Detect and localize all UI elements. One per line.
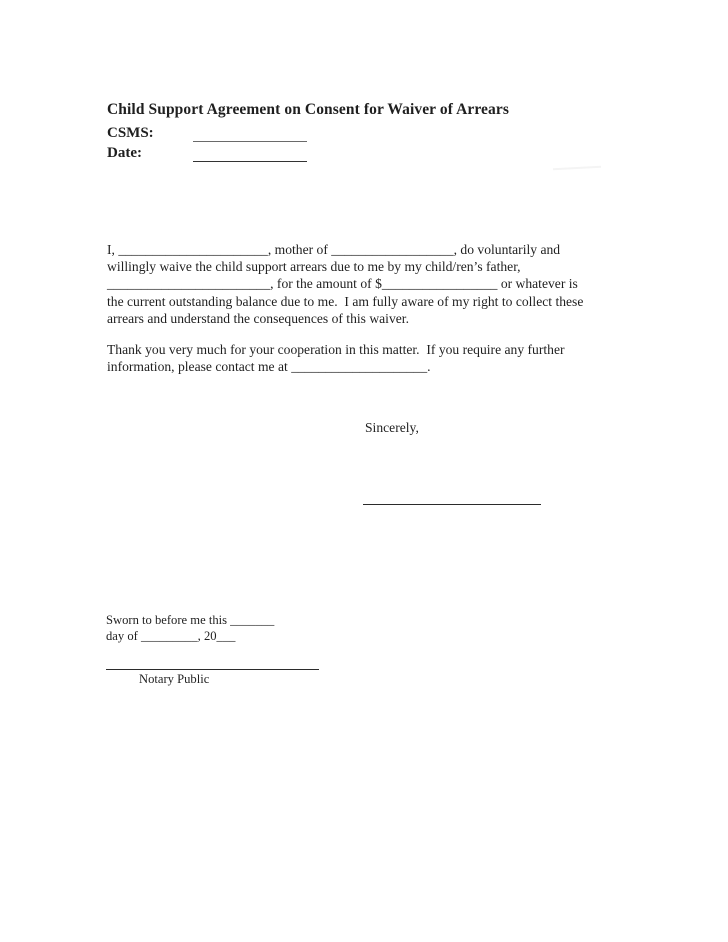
salutation: Sincerely, xyxy=(365,420,419,435)
paragraph-line: Thank you very much for your cooperation in this matter. If you require any further xyxy=(107,342,565,357)
paragraph-line: ________________________, for the amount of $_________________ or whatever is xyxy=(107,276,578,292)
paragraph-line: I, ______________________, mother of __________________, do voluntarily and xyxy=(107,242,561,257)
scan-artifact xyxy=(553,166,601,171)
document-header xyxy=(107,100,509,163)
paragraph-line: the current outstanding balance due to me. I am fully aware of my right to collect these xyxy=(107,293,584,309)
sworn-line: Sworn to before me this _______ xyxy=(106,613,275,627)
notary-block xyxy=(106,613,319,688)
sworn-line: day of _________, 20___ xyxy=(106,628,236,643)
csms-blank-line xyxy=(193,126,307,142)
document-title: Child Support Agreement on Consent for Waiver of Arrears xyxy=(107,101,509,118)
closing-paragraph xyxy=(107,341,565,375)
date-blank-line xyxy=(193,146,307,162)
csms-label: CSMS: xyxy=(107,125,154,141)
waiver-paragraph xyxy=(107,241,583,327)
date-field-row xyxy=(107,143,509,163)
csms-field-row xyxy=(107,123,509,143)
date-label: Date: xyxy=(107,145,142,161)
notary-public-label: Notary Public xyxy=(139,672,210,687)
paragraph-line: willingly waive the child support arrears due to me by my child/ren’s father, xyxy=(107,259,521,275)
paragraph-line: arrears and understand the consequences of this waiver. xyxy=(107,310,409,326)
signature-line xyxy=(363,504,541,505)
paragraph-line: information, please contact me at ____________________. xyxy=(107,359,431,375)
notary-signature-line xyxy=(106,669,319,670)
